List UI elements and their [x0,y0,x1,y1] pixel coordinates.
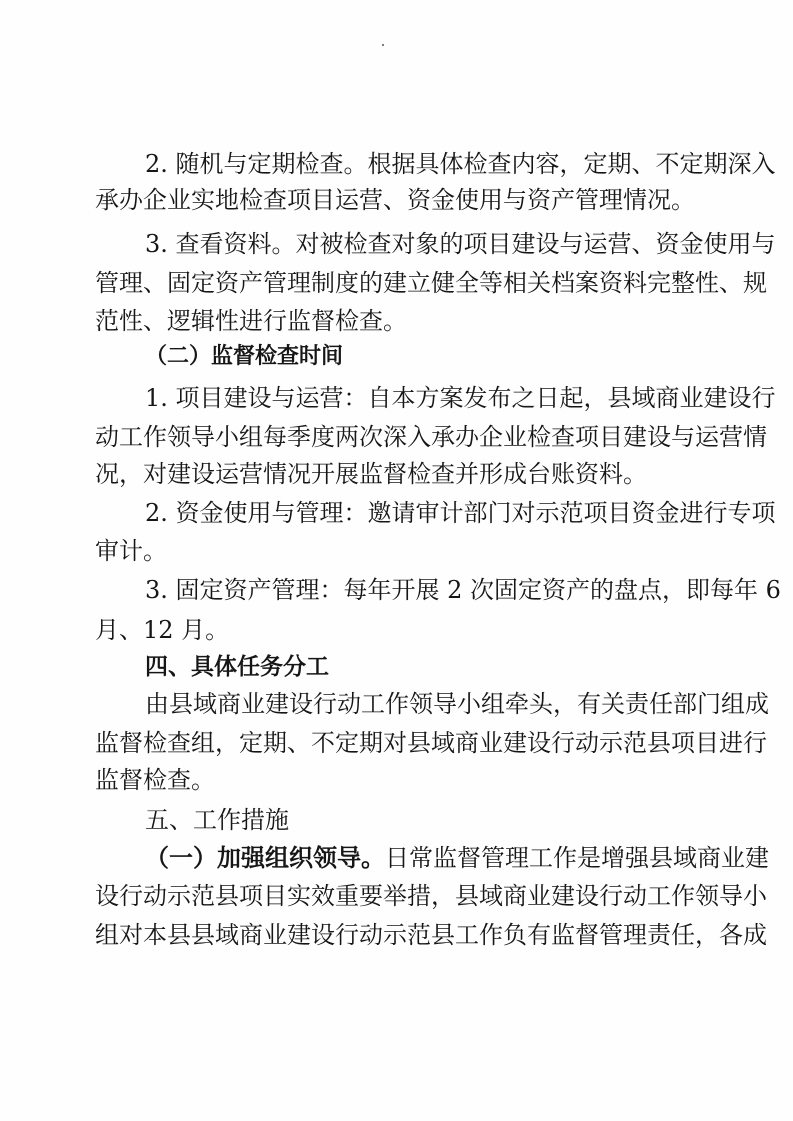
paragraph-line: 设行动示范县项目实效重要举措，县域商业建设行动工作领导小 [95,882,767,910]
paragraph-line: 月、12 月。 [95,616,230,644]
paragraph-line: 动工作领导小组每季度两次深入承办企业检查项目建设与运营情 [95,423,767,451]
paragraph-line: 2. 随机与定期检查。根据具体检查内容，定期、不定期深入 [145,150,776,178]
paragraph-text: 日常监督管理工作是增强县域商业建 [385,844,769,872]
paragraph-line: 监督检查组，定期、不定期对县域商业建设行动示范县项目进行 [95,729,767,757]
paragraph-line: 组对本县县域商业建设行动示范县工作负有监督管理责任，各成 [95,921,767,949]
paragraph-line: 2. 资金使用与管理：邀请审计部门对示范项目资金进行专项 [145,499,776,527]
paragraph-line: 1. 项目建设与运营：自本方案发布之日起，县域商业建设行 [145,384,776,412]
paragraph-line: 由县域商业建设行动工作领导小组牵头，有关责任部门组成 [145,690,769,718]
paragraph-line: 监督检查。 [95,766,215,794]
paragraph-line [145,840,769,876]
section-heading: （二）监督检查时间 [145,344,344,369]
paragraph-line: 审计。 [95,537,167,565]
paragraph-line: 承办企业实地检查项目运营、资金使用与资产管理情况。 [95,186,695,214]
paragraph-lead: （一）加强组织领导。 [145,843,385,872]
paragraph-line: 3. 固定资产管理：每年开展 2 次固定资产的盘点，即每年 6 [145,576,781,604]
paragraph-line: 管理、固定资产管理制度的建立健全等相关档案资料完整性、规 [95,269,767,297]
scan-speck [382,44,384,46]
paragraph-line: 况，对建设运营情况开展监督检查并形成台账资料。 [95,460,647,488]
section-heading: 五、工作措施 [145,806,289,834]
paragraph-line: 3. 查看资料。对被检查对象的项目建设与运营、资金使用与 [145,230,776,258]
section-heading: 四、具体任务分工 [145,654,329,680]
paragraph-line: 范性、逻辑性进行监督检查。 [95,307,407,335]
